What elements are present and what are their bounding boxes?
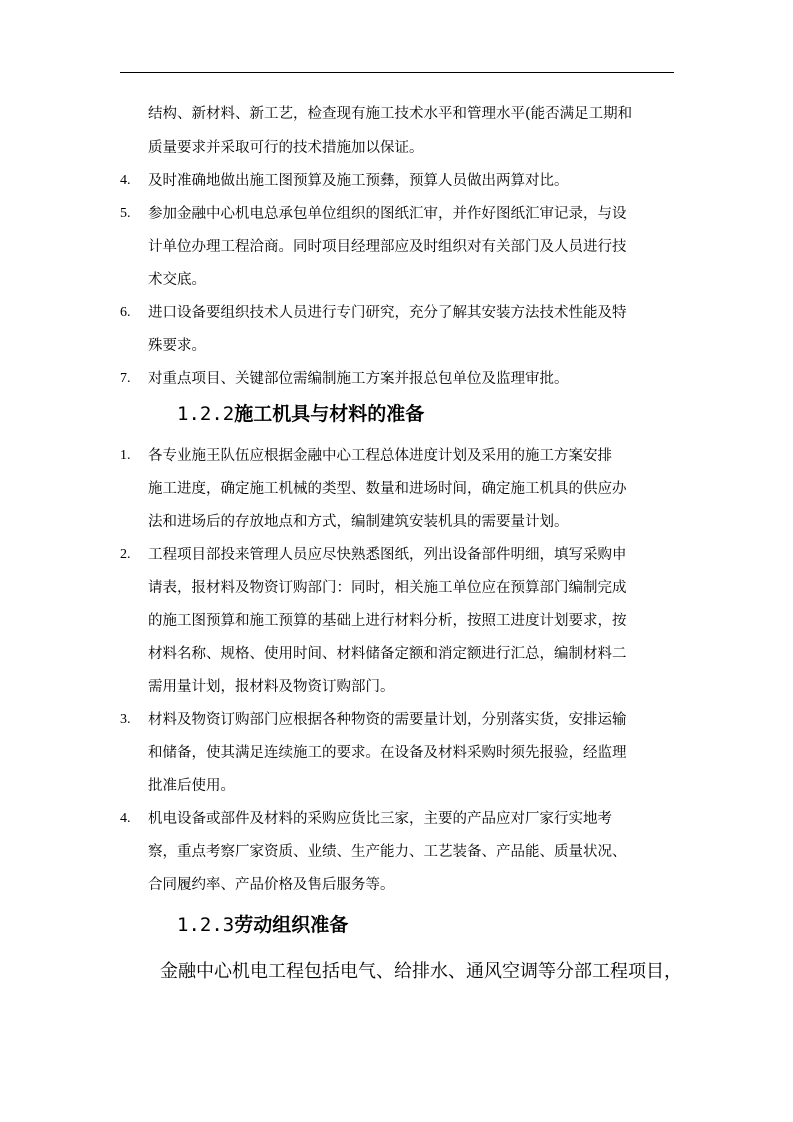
list-item-line: 对重点项目、关键部位需编制施工方案并报总包单位及监理审批。 — [148, 371, 569, 387]
list-item-line: 计单位办理工程洽商。同时项目经理部应及时组织对有关部门及人员进行技 — [148, 239, 627, 255]
list-item-line: 法和进场后的存放地点和方式，编制建筑安装机具的需要量计划。 — [148, 514, 569, 530]
list-number: 6. — [120, 305, 131, 320]
list-item-line: 需用量计划，报材料及物资订购部门。 — [148, 679, 395, 695]
list-item-line: 请表，报材料及物资订购部门：同时，相关施工单位应在预算部门编制完成 — [148, 580, 627, 596]
list-item-line: 术交底。 — [148, 272, 206, 288]
list-item-line: 殊要求。 — [148, 338, 206, 354]
list-number: 7. — [120, 371, 131, 386]
list-number: 2. — [120, 547, 131, 562]
list-number: 3. — [120, 712, 131, 727]
list-number: 4. — [120, 811, 131, 826]
list-item-line: 机电设备或部件及材料的采购应货比三家，主要的产品应对厂家行实地考 — [148, 811, 612, 827]
section-heading — [177, 912, 348, 938]
section-heading — [177, 401, 424, 427]
list-item-line: 合同履约率、产品价格及售后服务等。 — [148, 877, 395, 893]
paragraph: 金融中心机电工程包括电气、给排水、通风空调等分部工程项目， — [160, 961, 682, 982]
list-item-line: 察，重点考察厂家资质、业绩、生产能力、工艺装备、产品能、质量状况、 — [148, 844, 627, 860]
list-item-line: 工程项目部投来管理人员应尽快熟悉图纸，列出设备部件明细，填写采购申 — [148, 547, 627, 563]
list-item-line: 及时准确地做出施工图预算及施工预彝，预算人员做出两算对比。 — [148, 173, 569, 189]
section-number: 1.2.2 — [177, 403, 235, 425]
list-number: 5. — [120, 206, 131, 221]
list-item-line: 的施工图预算和施工预算的基础上进行材料分析，按照工进度计划要求，按 — [148, 613, 627, 629]
list-item-line: 和储备，使其满足连续施工的要求。在设备及材料采购时须先报验，经监理 — [148, 745, 627, 761]
list-item-line: 材料名称、规格、使用时间、材料储备定额和消定额进行汇总，编制材料二 — [148, 646, 627, 662]
list-item-line: 各专业施王队伍应根据金融中心工程总体进度计划及采用的施工方案安排 — [148, 448, 612, 464]
list-item-line: 施工进度，确定施工机械的类型、数量和进场时间，确定施工机具的供应办 — [148, 481, 627, 497]
list-number: 1. — [120, 448, 131, 463]
section-title: 施工机具与材料的准备 — [234, 403, 425, 425]
text-line: 质量要求并采取可行的技术措施加以保证。 — [148, 140, 424, 156]
list-item-line: 进口设备要组织技术人员进行专门研究，充分了解其安装方法技术性能及特 — [148, 305, 627, 321]
list-item-line: 参加金融中心机电总承包单位组织的图纸汇审，并作好图纸汇审记录，与设 — [148, 206, 627, 222]
section-number: 1.2.3 — [177, 914, 235, 936]
list-item-line: 材料及物资订购部门应根据各种物资的需要量计划，分别落实货，安排运输 — [148, 712, 627, 728]
text-line: 结构、新材料、新工艺，检查现有施工技术水平和管理水平(能否满足工期和 — [148, 106, 633, 122]
header-rule — [120, 72, 674, 73]
list-item-line: 批准后使用。 — [148, 778, 235, 794]
section-title: 劳动组织准备 — [234, 914, 349, 936]
list-number: 4. — [120, 173, 131, 188]
